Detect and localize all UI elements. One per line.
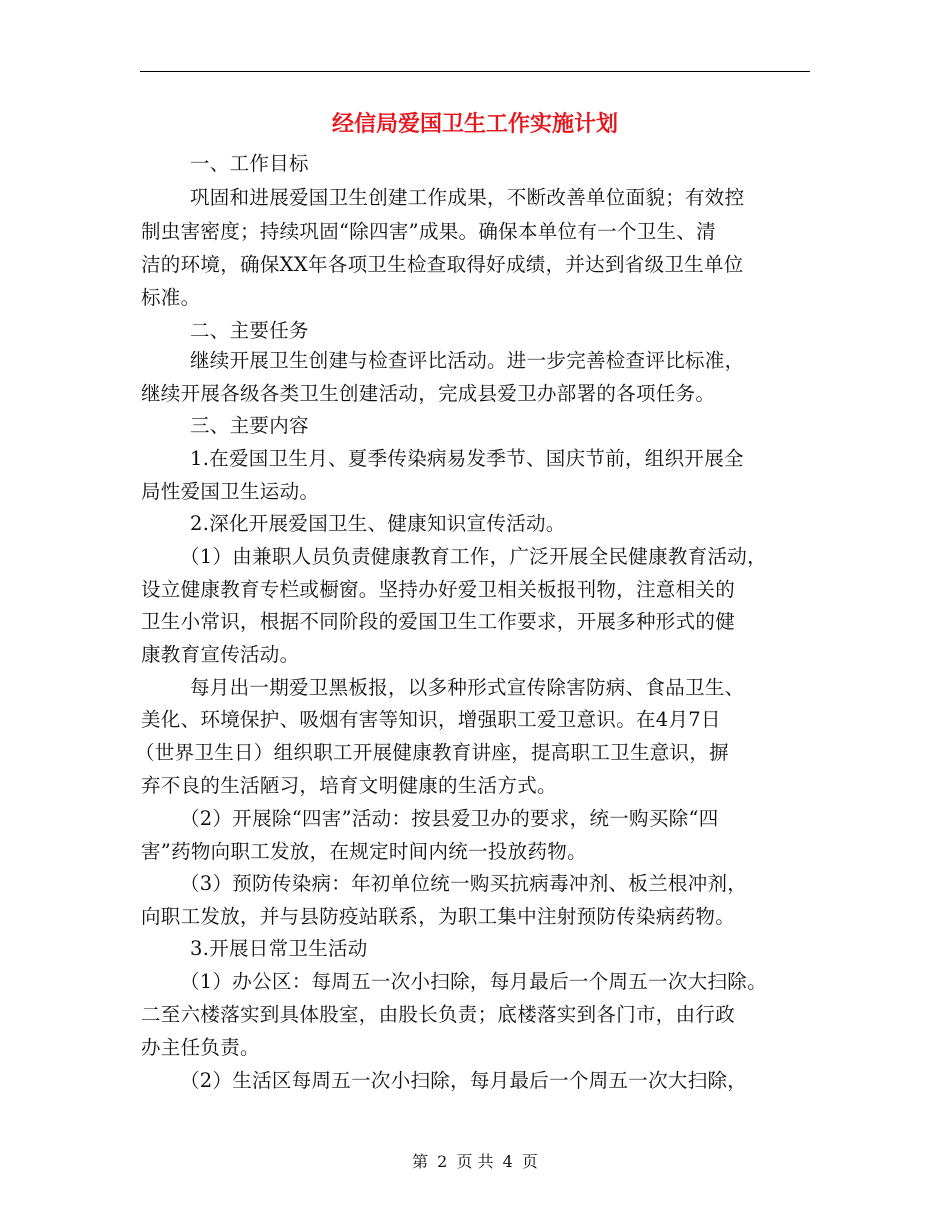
paragraph-line: （1）由兼职人员负责健康教育工作，广泛开展全民健康教育活动， [180,545,767,568]
footer-suffix: 页 [521,1152,538,1171]
paragraph-line: 办主任负责。 [141,1036,260,1059]
header-rule [140,71,810,72]
footer-total-pages: 4 [502,1152,513,1171]
section-heading: 二、主要任务 [190,319,309,342]
paragraph-line: 卫生小常识，根据不同阶段的爱国卫生工作要求，开展多种形式的健 [141,610,736,633]
paragraph-line: 2.深化开展爱国卫生、健康知识宣传活动。 [190,512,566,535]
paragraph-line: 每月出一期爱卫黑板报，以多种形式宣传除害防病、食品卫生、 [190,676,745,699]
paragraph-line: （2）生活区每周五一次小扫除，每月最后一个周五一次大扫除， [180,1069,748,1092]
paragraph-line: 继续开展卫生创建与检查评比活动。进一步完善检查评比标准， [190,349,745,372]
document-title: 经信局爱国卫生工作实施计划 [331,111,618,137]
paragraph-line: 设立健康教育专栏或橱窗。坚持办好爱卫相关板报刊物，注意相关的 [141,578,736,601]
paragraph-line: 美化、环境保护、吸烟有害等知识，增强职工爱卫意识。在4月7日 [141,708,721,731]
section-heading: 一、工作目标 [190,152,309,175]
paragraph-line: 制虫害密度；持续巩固“除四害”成果。确保本单位有一个卫生、清 [141,220,716,243]
paragraph-line: 3.开展日常卫生活动 [190,937,368,960]
paragraph-line: 二至六楼落实到具体股室，由股长负责；底楼落实到各门市，由行政 [141,1003,736,1026]
footer-middle: 页 共 [456,1152,494,1171]
paragraph-line: 弃不良的生活陋习，培育文明健康的生活方式。 [141,774,557,797]
footer-prefix: 第 [412,1152,429,1171]
paragraph-line: （世界卫生日）组织职工开展健康教育讲座，提高职工卫生意识，摒 [135,741,730,764]
footer-page-number: 2 [437,1152,448,1171]
paragraph-line: （2）开展除“四害”活动：按县爱卫办的要求，统一购买除“四 [180,807,719,830]
paragraph-line: 巩固和进展爱国卫生创建工作成果，不断改善单位面貌；有效控 [190,186,745,209]
page-footer [0,1150,950,1174]
paragraph-line: （3）预防传染病：年初单位统一购买抗病毒冲剂、板兰根冲剂， [180,872,748,895]
paragraph-line: 1.在爱国卫生月、夏季传染病易发季节、国庆节前，组织开展全 [190,447,744,470]
paragraph-line: 继续开展各级各类卫生创建活动，完成县爱卫办部署的各项任务。 [141,382,716,405]
paragraph-line: 洁的环境，确保XX年各项卫生检查取得好成绩，并达到省级卫生单位 [141,253,744,276]
paragraph-line: 向职工发放，并与县防疫站联系，为职工集中注射预防传染病药物。 [141,905,736,928]
paragraph-line: 标准。 [141,286,201,309]
paragraph-line: 康教育宣传活动。 [141,643,300,666]
section-heading: 三、主要内容 [190,414,309,437]
paragraph-line: 害”药物向职工发放，在规定时间内统一投放药物。 [141,840,587,863]
paragraph-line: 局性爱国卫生运动。 [141,480,320,503]
paragraph-line: （1）办公区：每周五一次小扫除，每月最后一个周五一次大扫除。 [180,970,767,993]
